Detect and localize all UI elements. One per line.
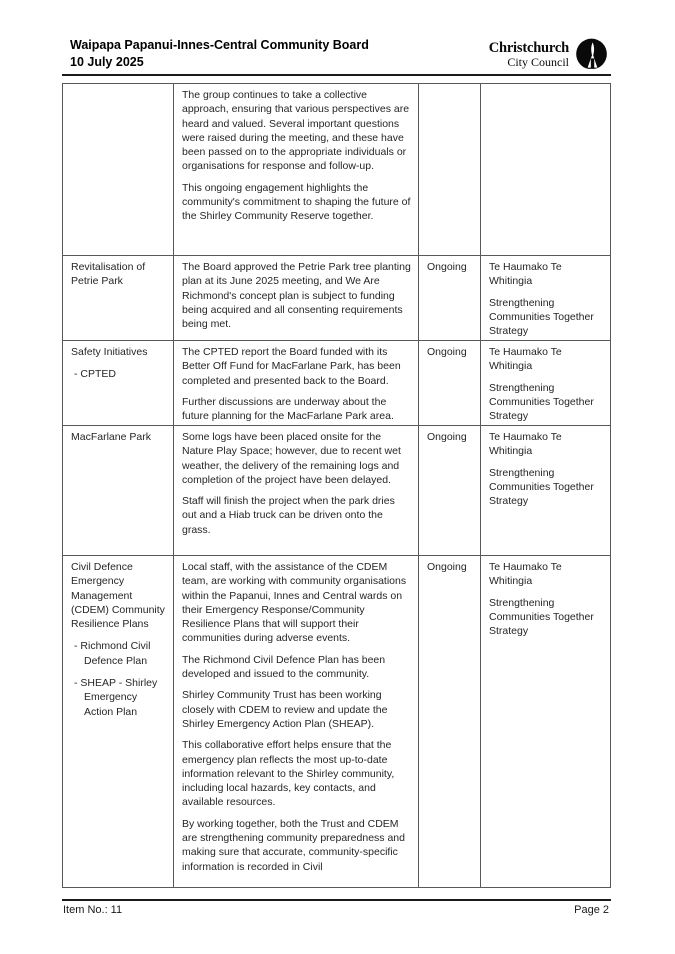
strategy-paragraph: Strengthening Communities Together Strategy bbox=[489, 466, 594, 508]
strategy-cell bbox=[481, 256, 610, 340]
strategy-paragraph: Strengthening Communities Together Strategy bbox=[489, 296, 594, 338]
status-cell: Ongoing bbox=[419, 256, 481, 340]
document-header bbox=[70, 37, 610, 71]
activity-bullet: - CPTED bbox=[74, 368, 116, 381]
table-row bbox=[63, 556, 610, 887]
commentary-cell bbox=[174, 426, 419, 555]
board-title: Waipapa Papanui-Innes-Central Community Board bbox=[70, 38, 369, 52]
activity-title: Safety Initiatives bbox=[71, 346, 148, 358]
status-cell: Ongoing bbox=[419, 556, 481, 887]
table-row bbox=[63, 341, 610, 426]
activity-bullets bbox=[71, 639, 166, 718]
commentary-paragraph: The CPTED report the Board funded with its Better Off Fund for MacFarlane Park, has been completed and presented back to the Board. bbox=[182, 346, 401, 387]
strategy-paragraph: Strengthening Communities Together Strategy bbox=[489, 596, 594, 638]
commentary-cell bbox=[174, 84, 419, 255]
header-title-block bbox=[70, 37, 369, 71]
strategy-cell bbox=[481, 556, 610, 887]
commentary-paragraph: By working together, both the Trust and CDEM are strengthening community preparedness and making sure that accurate, community-specific information is recorded in Civil bbox=[182, 817, 405, 873]
activity-bullet: - Richmond Civil Defence Plan bbox=[74, 640, 151, 667]
table-row bbox=[63, 84, 610, 256]
table-row bbox=[63, 256, 610, 341]
commentary-paragraph: Staff will finish the project when the park dries out and a Hiab truck can be driven onto the grass. bbox=[182, 495, 395, 536]
activity-cell bbox=[63, 341, 174, 425]
commentary-paragraph: Further discussions are underway about the future planning for the MacFarlane Park area. bbox=[182, 395, 394, 423]
ccc-logo-text bbox=[489, 41, 569, 69]
meeting-date: 10 July 2025 bbox=[70, 55, 144, 69]
logo-text-christchurch: Christchurch bbox=[488, 39, 569, 56]
strategy-cell bbox=[481, 341, 610, 425]
activity-title: Civil Defence Emergency Management (CDEM) Community Resilience Plans bbox=[71, 561, 165, 631]
header-divider bbox=[62, 74, 611, 76]
activity-bullets bbox=[71, 367, 166, 381]
commentary-cell bbox=[174, 556, 419, 887]
commentary-paragraph: Shirley Community Trust has been working closely with CDEM to review and update the Shirley Emergency Action Plan (SHEAP). bbox=[182, 689, 388, 730]
strategy-paragraph: Strengthening Communities Together Strategy bbox=[489, 381, 594, 423]
table-row bbox=[63, 426, 610, 556]
commentary-cell bbox=[174, 341, 419, 425]
status-cell: Ongoing bbox=[419, 341, 481, 425]
footer-divider bbox=[62, 899, 611, 901]
activity-cell bbox=[63, 84, 174, 255]
activity-cell bbox=[63, 426, 174, 555]
ccc-logo bbox=[489, 38, 610, 71]
status-cell bbox=[419, 84, 481, 255]
activity-title: MacFarlane Park bbox=[71, 431, 151, 443]
strategy-cell bbox=[481, 84, 610, 255]
strategy-cell bbox=[481, 426, 610, 555]
commentary-paragraph: The Board approved the Petrie Park tree planting plan at its June 2025 meeting, and We Are Richmond's concept plan is subject to funding being acquired and all consenting requirements being met. bbox=[182, 261, 411, 331]
status-cell: Ongoing bbox=[419, 426, 481, 555]
commentary-cell bbox=[174, 256, 419, 340]
commentary-paragraph: The Richmond Civil Defence Plan has been developed and issued to the community. bbox=[182, 653, 386, 681]
commentary-paragraph: This collaborative effort helps ensure that the emergency plan reflects the most up-to-date information relevant to the Shirley community, including local hazards, key contacts, and available resources. bbox=[182, 739, 395, 809]
activity-bullet: - SHEAP - Shirley Emergency Action Plan bbox=[74, 677, 158, 718]
strategy-paragraph: Te Haumako Te Whitingia bbox=[489, 431, 562, 458]
strategy-paragraph: Te Haumako Te Whitingia bbox=[489, 561, 562, 588]
strategy-paragraph: Te Haumako Te Whitingia bbox=[489, 261, 562, 288]
logo-text-city-council: City Council bbox=[507, 54, 569, 69]
commentary-paragraph: The group continues to take a collective approach, ensuring that various perspectives are heard and valued. Several important questions were raised during the meeting, and these have been passed on to the appropriate individuals or organisations for response and follow-up. bbox=[182, 89, 410, 173]
activity-title: Revitalisation of Petrie Park bbox=[71, 261, 146, 288]
item-number: Item No.: 11 bbox=[63, 904, 123, 916]
activity-cell bbox=[63, 256, 174, 340]
strategy-paragraph: Te Haumako Te Whitingia bbox=[489, 346, 562, 373]
activity-cell bbox=[63, 556, 174, 887]
document-footer bbox=[63, 904, 609, 916]
ccc-emblem-icon bbox=[574, 38, 610, 71]
status-report-table bbox=[62, 83, 611, 888]
page-number: Page 2 bbox=[574, 904, 609, 916]
commentary-paragraph: Local staff, with the assistance of the CDEM team, are working with community organisations within the Papanui, Innes and Central wards on their Emergency Response/Community Resilience Plans that will support their communities during adverse events. bbox=[182, 561, 407, 645]
commentary-paragraph: This ongoing engagement highlights the community's commitment to shaping the future of the Shirley Community Reserve together. bbox=[182, 181, 411, 223]
commentary-paragraph: Some logs have been placed onsite for the Nature Play Space; however, due to recent wet weather, the delivery of the remaining logs and completion of the project have been delayed. bbox=[182, 431, 401, 486]
